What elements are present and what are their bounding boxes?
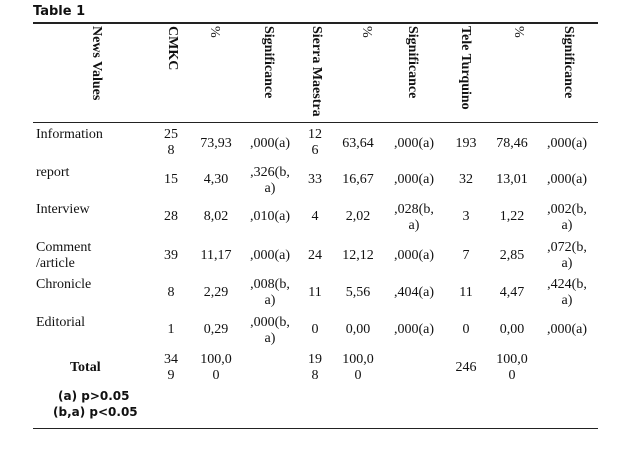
table-title: Table 1 [33, 4, 86, 19]
sierra-count: 11 [308, 285, 322, 300]
sierra-percent: 0,00 [345, 322, 371, 337]
cmkc-significance: ,000(b, a) [250, 315, 290, 346]
cmkc-count: 28 [164, 209, 178, 224]
footnote-b: (b,a) p<0.05 [53, 405, 138, 419]
sierra-percent: 12,12 [342, 248, 374, 263]
header-pct-3-label: % [511, 26, 526, 38]
tele-count: 0 [462, 322, 470, 337]
tele-total-percent: 100,0 0 [496, 352, 528, 383]
sierra-count: 12 6 [308, 127, 322, 158]
cmkc-significance: ,000(a) [249, 136, 291, 151]
header-significance-2 [402, 26, 424, 122]
tele-percent: 78,46 [496, 136, 528, 151]
cmkc-total-percent: 100,0 0 [200, 352, 232, 383]
cmkc-count: 8 [167, 285, 175, 300]
header-rule [33, 122, 598, 123]
header-significance-3 [558, 26, 580, 122]
sierra-significance: ,000(a) [393, 322, 435, 337]
tele-percent: 4,47 [499, 285, 525, 300]
tele-percent: 2,85 [499, 248, 525, 263]
tele-significance: ,000(a) [546, 322, 588, 337]
cmkc-percent: 0,29 [203, 322, 229, 337]
header-cmkc [162, 26, 184, 122]
sierra-count: 0 [311, 322, 319, 337]
tele-significance: ,072(b, a) [547, 240, 587, 271]
sierra-significance: ,000(a) [393, 248, 435, 263]
top-rule [33, 22, 598, 24]
header-pct-3 [508, 26, 530, 122]
header-significance-3-label: Significance [561, 26, 576, 99]
cmkc-count: 25 8 [164, 127, 178, 158]
row-label: Interview [36, 202, 90, 217]
tele-total-count: 246 [455, 360, 477, 375]
cmkc-percent: 8,02 [203, 209, 229, 224]
header-pct-1 [204, 26, 226, 122]
cmkc-total-count: 34 9 [164, 352, 178, 383]
header-sierra-maestra-label: Sierra Maestra [309, 26, 324, 117]
sierra-percent: 2,02 [345, 209, 371, 224]
sierra-significance: ,000(a) [393, 172, 435, 187]
cmkc-significance: ,000(a) [249, 248, 291, 263]
header-pct-1-label: % [207, 26, 222, 38]
header-pct-2 [356, 26, 378, 122]
sierra-total-count: 19 8 [308, 352, 322, 383]
tele-percent: 13,01 [496, 172, 528, 187]
tele-significance: ,000(a) [546, 136, 588, 151]
tele-count: 32 [459, 172, 473, 187]
header-sierra-maestra [306, 26, 328, 122]
row-label: report [36, 165, 70, 180]
cmkc-count: 1 [167, 322, 175, 337]
tele-count: 3 [462, 209, 470, 224]
sierra-significance: ,028(b, a) [394, 202, 434, 233]
row-label: Comment /article [36, 240, 92, 271]
sierra-percent: 63,64 [342, 136, 374, 151]
cmkc-percent: 4,30 [203, 172, 229, 187]
tele-count: 7 [462, 248, 470, 263]
row-label: Chronicle [36, 277, 92, 292]
sierra-significance: ,000(a) [393, 136, 435, 151]
sierra-count: 24 [308, 248, 322, 263]
footnote-a: (a) p>0.05 [58, 389, 130, 403]
cmkc-count: 39 [164, 248, 178, 263]
header-significance-2-label: Significance [405, 26, 420, 99]
header-significance-1 [258, 26, 280, 122]
sierra-count: 33 [308, 172, 322, 187]
sierra-significance: ,404(a) [393, 285, 435, 300]
tele-count: 193 [455, 136, 477, 151]
cmkc-significance: ,008(b, a) [250, 277, 290, 308]
cmkc-significance: ,010(a) [249, 209, 291, 224]
cmkc-significance: ,326(b, a) [250, 165, 290, 196]
cmkc-percent: 73,93 [200, 136, 232, 151]
cmkc-percent: 11,17 [200, 248, 232, 263]
header-news-values-label: News Values [89, 26, 104, 101]
sierra-percent: 5,56 [345, 285, 371, 300]
header-news-values [86, 26, 108, 122]
cmkc-percent: 2,29 [203, 285, 229, 300]
header-significance-1-label: Significance [261, 26, 276, 99]
tele-significance: ,424(b, a) [547, 277, 587, 308]
tele-significance: ,000(a) [546, 172, 588, 187]
tele-significance: ,002(b, a) [547, 202, 587, 233]
cmkc-count: 15 [164, 172, 178, 187]
sierra-count: 4 [311, 209, 319, 224]
header-cmkc-label: CMKC [165, 26, 180, 71]
tele-percent: 0,00 [499, 322, 525, 337]
bottom-rule [33, 428, 598, 429]
header-tele-turquino [455, 26, 477, 122]
tele-count: 11 [459, 285, 473, 300]
header-pct-2-label: % [359, 26, 374, 38]
sierra-percent: 16,67 [342, 172, 374, 187]
row-label: Editorial [36, 315, 85, 330]
tele-percent: 1,22 [499, 209, 525, 224]
row-label: Information [36, 127, 103, 142]
sierra-total-percent: 100,0 0 [342, 352, 374, 383]
total-label: Total [70, 360, 101, 375]
header-tele-turquino-label: Tele Turquino [458, 26, 473, 110]
